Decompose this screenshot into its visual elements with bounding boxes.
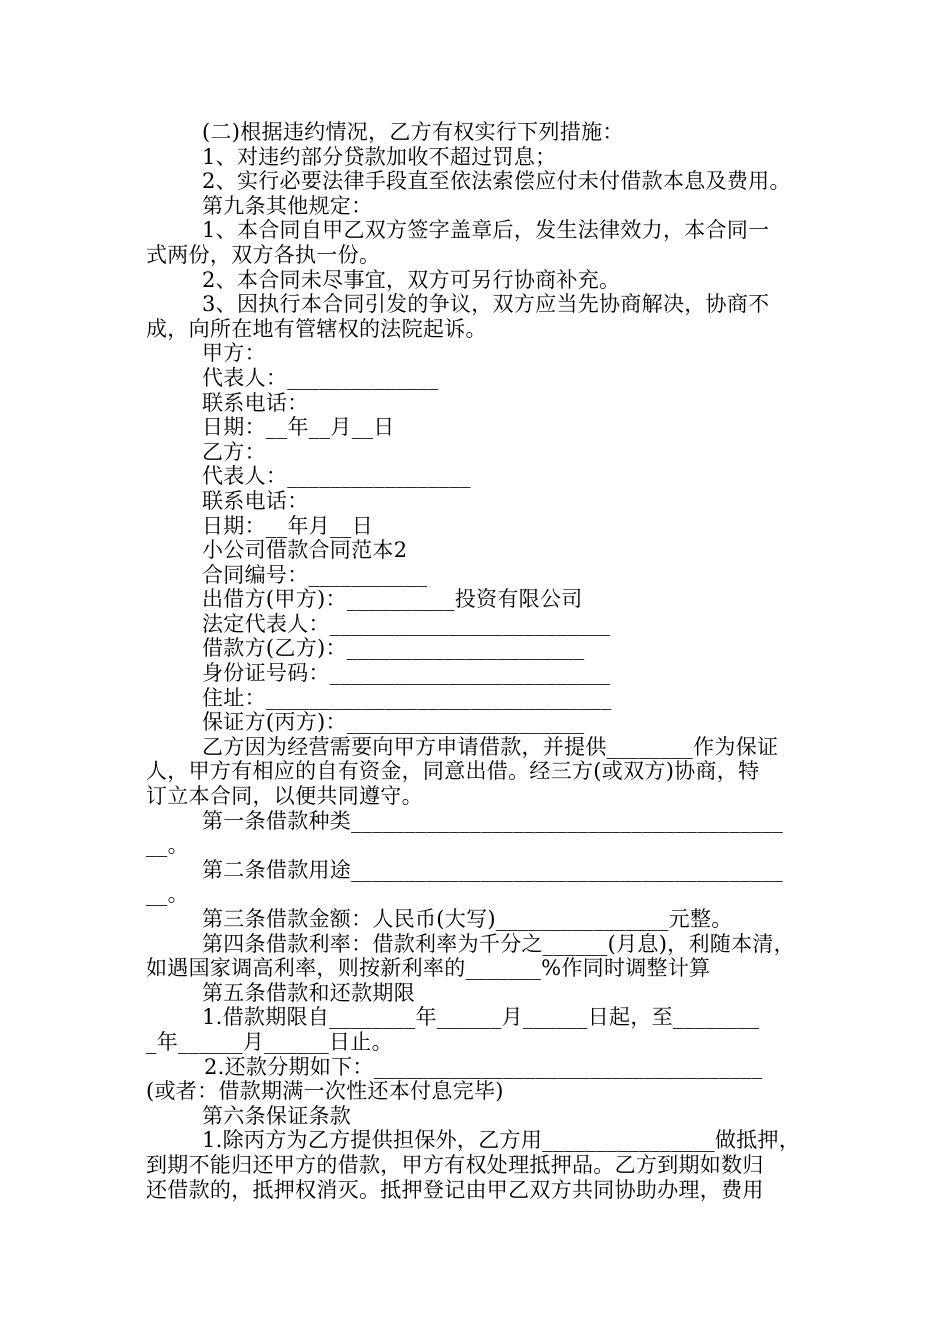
document-line: 第五条借款和还款期限 <box>202 980 415 1005</box>
document-line: 日期：__年__月__日 <box>202 415 395 440</box>
document-line: __。 <box>146 882 189 907</box>
document-line: 1、对违约部分贷款加收不超过罚息； <box>202 144 557 169</box>
document-line: 合同编号：___________ <box>202 562 428 587</box>
document-line: 甲方： <box>202 341 266 366</box>
document-line: 如遇国家调高利率，则按新利率的_______%作同时调整计算 <box>146 956 711 981</box>
document-line: 3、因执行本合同引发的争议，双方应当先协商解决，协商不 <box>202 292 770 317</box>
document-line: 到期不能归还甲方的借款，甲方有权处理抵押品。乙方到期如数归 <box>146 1152 764 1177</box>
document-line: 身份证号码：__________________________ <box>202 661 611 686</box>
document-line: 成，向所在地有管辖权的法院起诉。 <box>146 316 487 341</box>
document-line: (二)根据违约情况，乙方有权实行下列措施： <box>202 120 624 144</box>
document-line: 法定代表人：__________________________ <box>202 611 611 636</box>
document-line: 出借方(甲方)：__________投资有限公司 <box>202 587 583 612</box>
document-line: 式两份，双方各执一份。 <box>146 242 381 267</box>
document-line: 代表人：______________ <box>202 365 439 390</box>
document-line: 第六条保证条款 <box>202 1103 352 1128</box>
document-page <box>146 120 816 1202</box>
document-line: 第三条借款金额：人民币(大写)________________元整。 <box>202 907 733 931</box>
document-line: 2、本合同未尽事宜，双方可另行协商补充。 <box>202 267 621 292</box>
document-line: 第四条借款利率：借款利率为千分之______(月息)，利随本清， <box>202 931 795 956</box>
document-line: 日期：__年月__日 <box>202 513 373 538</box>
document-line: _年______月______日止。 <box>146 1029 393 1054</box>
document-line: 第九条其他规定： <box>202 193 373 218</box>
document-line: 还借款的，抵押权消灭。抵押登记由甲乙双方共同协助办理，费用 <box>146 1177 764 1202</box>
document-line: 2、实行必要法律手段直至依法索偿应付未付借款本息及费用。 <box>202 169 791 194</box>
document-line: 住址：________________________________ <box>202 685 612 710</box>
document-line: 1、本合同自甲乙双方签字盖章后，发生法律效力，本合同一 <box>202 218 770 243</box>
document-line: 第二条借款用途________________________________________ <box>202 857 784 882</box>
document-line: 小公司借款合同范本2 <box>202 538 408 563</box>
document-line: 代表人：_________________ <box>202 464 471 489</box>
document-line: __。 <box>146 833 189 858</box>
document-line: 保证方(丙方)：______________________ <box>202 710 585 735</box>
document-line: 联系电话： <box>202 390 309 415</box>
document-line: 人，甲方有相应的自有资金，同意出借。经三方(或双方)协商，特 <box>146 759 760 784</box>
document-line: 借款方(乙方)：______________________ <box>202 636 585 661</box>
document-line: 订立本合同，以便共同遵守。 <box>146 784 423 809</box>
document-line: 联系电话： <box>202 488 309 513</box>
document-line: 1.借款期限自________年______月______日起，至________ <box>202 1005 760 1030</box>
document-line: 2.还款分期如下：____________________________________ <box>204 1054 763 1079</box>
document-line: (或者：借款期满一次性还本付息完毕) <box>146 1079 504 1104</box>
document-line: 乙方因为经营需要向甲方申请借款，并提供________作为保证 <box>202 734 779 759</box>
document-line: 1.除丙方为乙方提供担保外，乙方用________________做抵押， <box>202 1128 801 1153</box>
document-line: 第一条借款种类________________________________________ <box>202 808 784 833</box>
document-line: 乙方： <box>202 439 266 464</box>
